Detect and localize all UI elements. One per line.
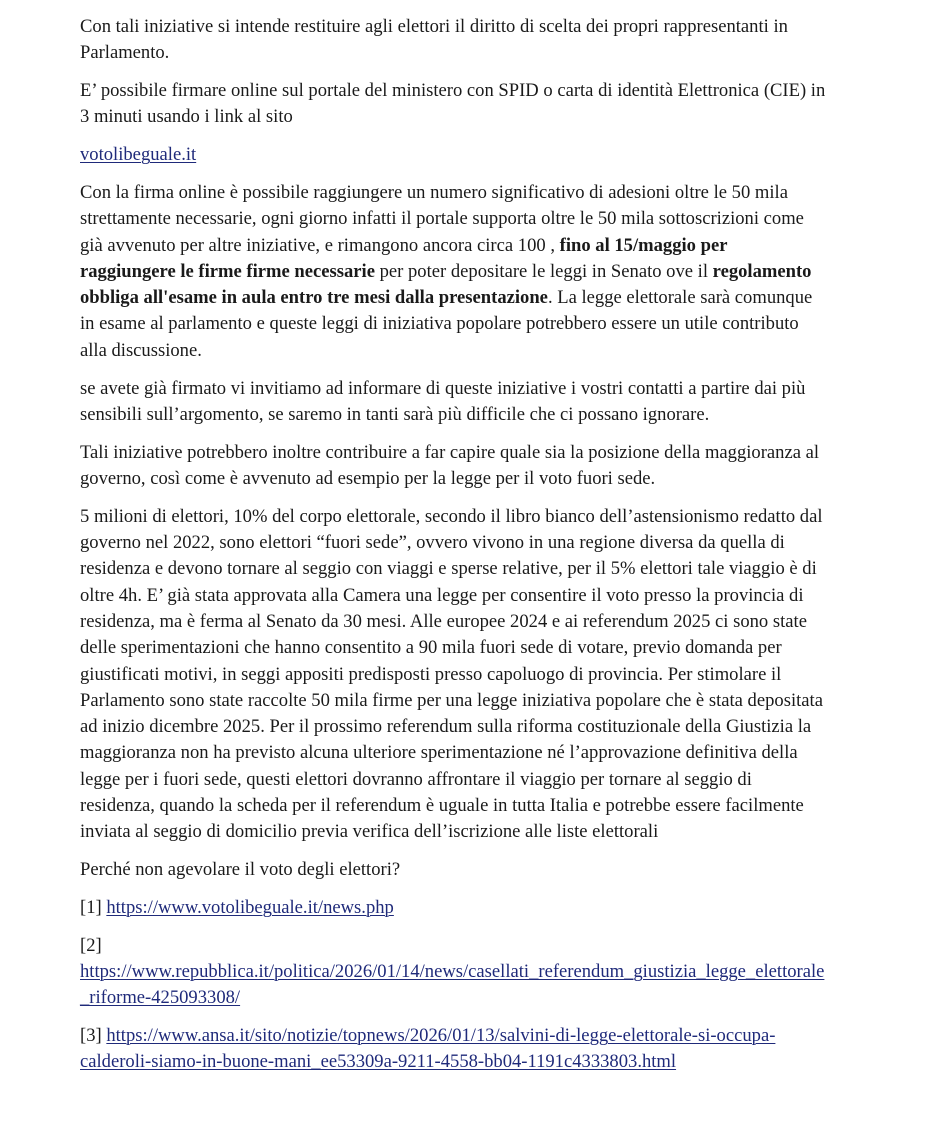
text-bold: obbliga all'esame in aula entro tre mesi dalla presentazione	[80, 287, 548, 309]
text-line: E’ possibile firmare online sul portale del ministero con SPID o carta di identità Elettronica (CIE) in	[80, 80, 826, 102]
paragraph-sign-online	[80, 78, 890, 131]
paragraph-majority-position	[80, 440, 890, 493]
text-line: residenza, ma è ferma al Senato da 30 mesi. Alle europee 2024 e ai referendum 2025 ci sono state	[80, 610, 807, 632]
text-line: Perché non agevolare il voto degli elettori?	[80, 859, 401, 881]
text-line	[80, 1049, 890, 1075]
text-line: Con tali iniziative si intende restituire agli elettori il diritto di scelta dei propri rappresentanti in	[80, 16, 788, 37]
text-line: 5 milioni di elettori, 10% del corpo elettorale, secondo il libro bianco dell’astensionismo redatto dal	[80, 505, 823, 527]
text-line: delle sperimentazioni che hanno consentito a 90 mila fuori sede di votare, previo domanda per	[80, 637, 782, 659]
text-normal: già avvenuto per altre iniziative, e rimangono ancora circa 100 ,	[80, 234, 560, 256]
reference-link[interactable]: https://www.ansa.it/sito/notizie/topnews/2026/01/13/salvini-di-legge-elettorale-si-occupa-	[106, 1025, 776, 1047]
reference-3	[80, 1023, 890, 1076]
text-line: maggioranza non ha previsto alcuna ulteriore sperimentazione né l’approvazione definitiva della	[80, 742, 798, 764]
text-line	[80, 233, 890, 259]
text-line: legge per i fuori sede, questi elettori dovranno affrontare il viaggio per tornare al seggio di	[80, 768, 752, 790]
text-line: se avete già firmato vi invitiamo ad informare di queste iniziative i vostri contatti a partire dai più	[80, 377, 806, 399]
text-line: giustificati motivi, in seggi appositi predisposti presso capoluogo di provincia. Per stimolare il	[80, 663, 782, 685]
reference-link[interactable]: https://www.repubblica.it/politica/2026/01/14/news/casellati_referendum_giustizia_legge_elettorale	[80, 961, 825, 982]
text-line: residenza e devono tornare al seggio con viaggi e sperse relative, per il 5% elettori tale viaggio è di	[80, 558, 817, 580]
text-line: 3 minuti usando i link al sito	[80, 106, 293, 128]
text-bold: fino al 15/maggio per	[559, 234, 728, 256]
text-line: Tali iniziative potrebbero inoltre contribuire a far capire quale sia la posizione della maggioranza al	[80, 441, 820, 463]
text-normal: per poter depositare le leggi in Senato ove il	[374, 260, 713, 282]
text-line: ad inizio dicembre 2025. Per il prossimo referendum sulla riforma costituzionale della Giustizia la	[80, 716, 812, 738]
text-line: Parlamento sono state raccolte 50 mila firme per una legge iniziativa popolare che è stata depositata	[80, 689, 823, 711]
text-line	[80, 985, 890, 1011]
text-line: Parlamento.	[80, 42, 170, 64]
paragraph-site-link	[80, 142, 890, 168]
paragraph-question	[80, 857, 890, 883]
text-line: governo, così come è avvenuto ad esempio per la legge per il voto fuori sede.	[80, 467, 656, 489]
text-bold: regolamento	[712, 260, 812, 282]
text-line	[80, 959, 890, 985]
paragraph-intent	[80, 14, 890, 67]
text-line	[80, 1023, 890, 1049]
reference-marker: [3]	[80, 1025, 102, 1047]
reference-2	[80, 933, 890, 1012]
text-line: sensibili sull’argomento, se saremo in tanti sarà più difficile che ci possano ignorare.	[80, 403, 710, 425]
document-page	[80, 14, 890, 1087]
text-line	[80, 259, 890, 285]
text-line: oltre 4h. E’ già stata approvata alla Camera una legge per consentire il voto presso la provincia di	[80, 584, 804, 606]
text-line: in esame al parlamento e queste leggi di iniziativa popolare potrebbero essere un utile contributo	[80, 313, 799, 335]
reference-marker: [1]	[80, 896, 102, 918]
text-line	[80, 895, 890, 921]
text-line: residenza, quando la scheda per il referendum è uguale in tutta Italia e potrebbe essere facilmente	[80, 795, 804, 817]
reference-1	[80, 895, 890, 921]
text-line: Con la firma online è possibile raggiungere un numero significativo di adesioni oltre le 50 mila	[80, 181, 788, 203]
text-normal: . La legge elettorale sarà comunque	[547, 287, 813, 309]
text-bold: raggiungere le firme firme necessarie	[80, 260, 375, 282]
paragraph-signatures	[80, 180, 890, 364]
text-line: inviata al seggio di domicilio previa verifica dell’iscrizione alle liste elettorali	[80, 821, 659, 843]
site-link[interactable]: votolibeguale.it	[80, 144, 197, 166]
text-line: governo nel 2022, sono elettori “fuori sede”, ovvero vivono in una regione diversa da quella di	[80, 532, 785, 554]
paragraph-share	[80, 376, 890, 429]
reference-link[interactable]: https://www.votolibeguale.it/news.php	[106, 896, 394, 918]
reference-link-continued[interactable]: calderoli-siamo-in-buone-mani_ee53309a-9211-4558-bb04-1191c4333803.html	[80, 1051, 677, 1073]
text-line	[80, 285, 890, 311]
reference-marker: [2]	[80, 934, 102, 956]
reference-link-continued[interactable]: _riforme-425093308/	[80, 987, 241, 1009]
text-line: strettamente necessarie, ogni giorno infatti il portale supporta oltre le 50 mila sottoscrizioni come	[80, 208, 804, 230]
text-line: alla discussione.	[80, 339, 202, 361]
paragraph-fuori-sede	[80, 504, 890, 846]
